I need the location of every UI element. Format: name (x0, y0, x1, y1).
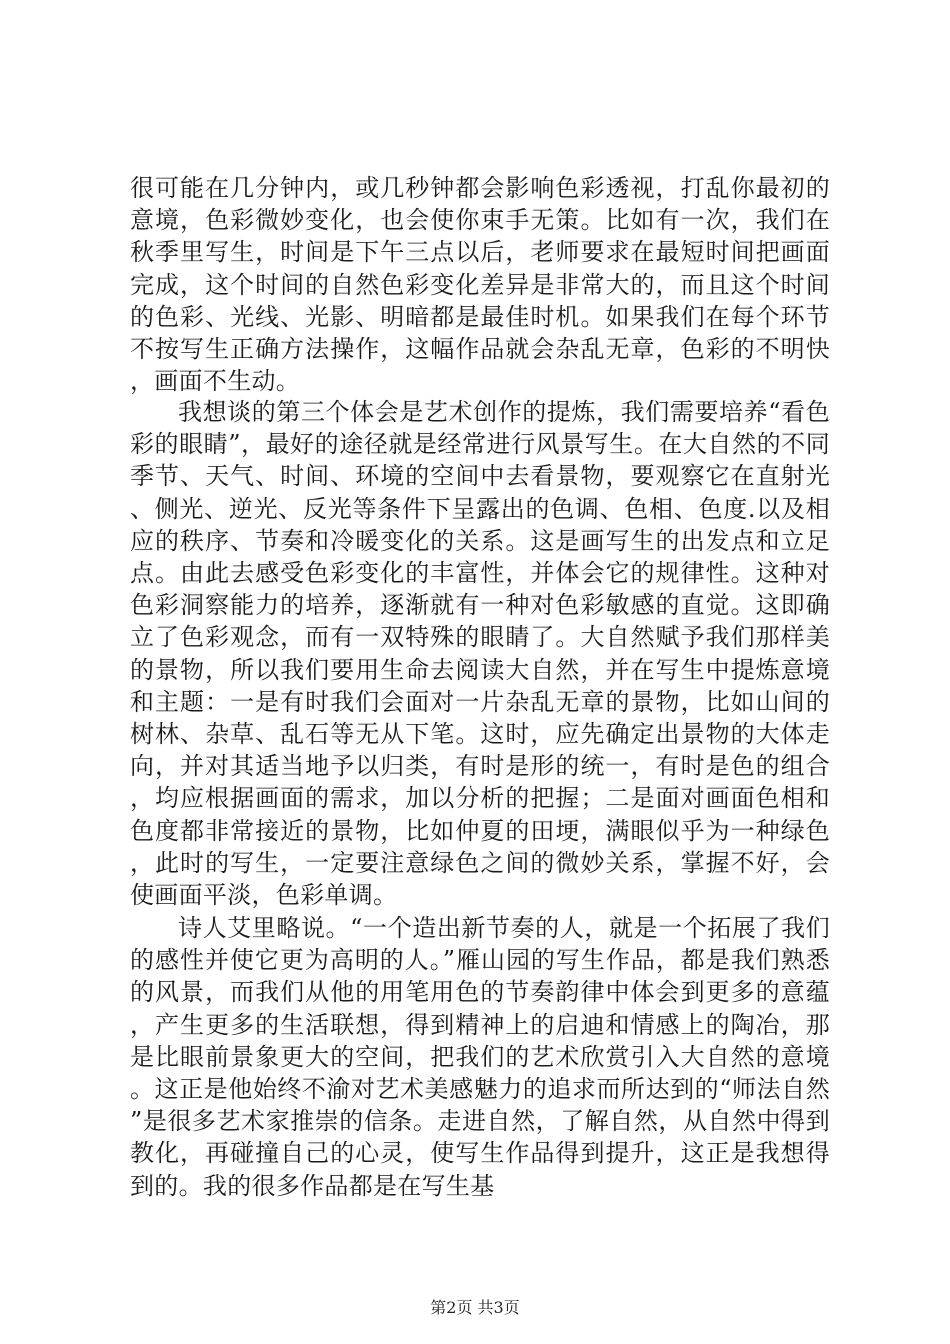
body-paragraph-1: 很可能在几分钟内，或几秒钟都会影响色彩透视，打乱你最初的意境，色彩微妙变化，也会使你束手无策。比如有一次，我们在秋季里写生，时间是下午三点以后，老师要求在最短时间把画面完成，这个时间的自然色彩变化差异是非常大的，而且这个时间的色彩、光线、光影、明暗都是最佳时机。如果我们在每个环节不按写生正确方法操作，这幅作品就会杂乱无章，色彩的不明快，画面不生动。 (130, 174, 830, 396)
body-paragraph-3: 诗人艾里略说。“一个造出新节奏的人，就是一个拓展了我们的感性并使它更为高明的人。”雁山园的写生作品，都是我们熟悉的风景，而我们从他的用笔用色的节奏韵律中体会到更多的意蕴，产生更多的生活联想，得到精神上的启迪和情感上的陶冶，那是比眼前景象更大的空间，把我们的艺术欣赏引入大自然的意境。这正是他始终不渝对艺术美感魅力的追求而所达到的“师法自然”是很多艺术家推崇的信条。走进自然，了解自然，从自然中得到教化，再碰撞自己的心灵，使写生作品得到提升，这正是我想得到的。我的很多作品都是在写生基 (130, 914, 830, 1200)
page-number-footer: 第2页 共3页 (430, 1298, 520, 1317)
body-paragraph-2: 我想谈的第三个体会是艺术创作的提炼，我们需要培养“看色彩的眼睛”，最好的途径就是经常进行风景写生。在大自然的不同季节、天气、时间、环境的空间中去看景物，要观察它在直射光、侧光、逆光、反光等条件下呈露出的色调、色相、色度.以及相应的秩序、节奏和冷暖变化的关系。这是画写生的出发点和立足点。由此去感受色彩变化的丰富性，并体会它的规律性。这种对色彩洞察能力的培养，逐渐就有一种对色彩敏感的直觉。这即确立了色彩观念，而有一双特殊的眼睛了。大自然赋予我们那样美的景物，所以我们要用生命去阅读大自然，并在写生中提炼意境和主题：一是有时我们会面对一片杂乱无章的景物，比如山间的树林、杂草、乱石等无从下笔。这时，应先确定出景物的大体走向，并对其适当地予以归类，有时是形的统一，有时是色的组合，均应根据画面的需求，加以分析的把握；二是面对画面色相和色度都非常接近的景物，比如仲夏的田埂，满眼似乎为一种绿色，此时的写生，一定要注意绿色之间的微妙关系，掌握不好，会使画面平淡，色彩单调。 (130, 398, 830, 910)
